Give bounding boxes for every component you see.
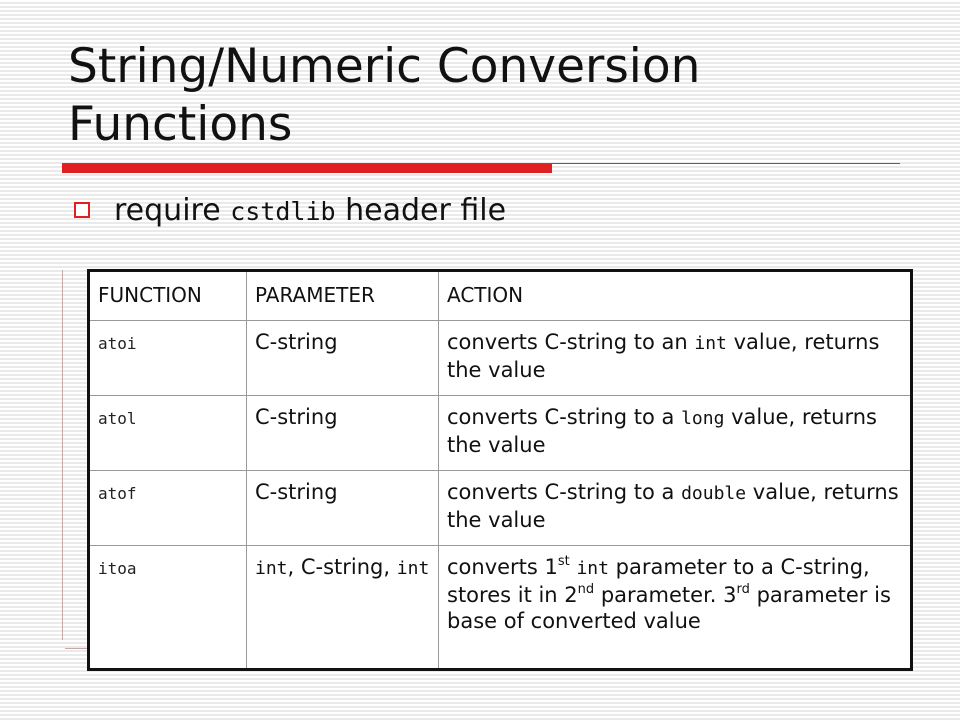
bullet-prefix: require bbox=[114, 192, 221, 228]
bullet-code: cstdlib bbox=[230, 196, 336, 226]
function-name: itoa bbox=[98, 559, 137, 578]
parameter-text: , C-string, bbox=[287, 555, 391, 579]
action-text: converts C-string to an bbox=[447, 330, 688, 354]
header-function: FUNCTION bbox=[89, 271, 247, 321]
parameter-text: C-string bbox=[255, 330, 338, 354]
ordinal-suffix: st bbox=[557, 554, 570, 569]
action-text: converts C-string to a bbox=[447, 480, 675, 504]
table-row bbox=[89, 546, 912, 670]
action-text: converts C-string to a bbox=[447, 405, 675, 429]
action-code: double bbox=[681, 483, 747, 504]
bullet-suffix: header file bbox=[345, 192, 507, 228]
action-code: long bbox=[681, 408, 725, 429]
square-bullet-icon bbox=[74, 202, 90, 218]
action-code: int bbox=[694, 333, 727, 354]
function-name: atol bbox=[98, 409, 137, 428]
slide-title: String/Numeric Conversion Functions bbox=[68, 39, 701, 152]
table-row bbox=[89, 396, 912, 471]
action-cell bbox=[439, 396, 912, 471]
table-header-row bbox=[89, 271, 912, 321]
parameter-text: C-string bbox=[255, 405, 338, 429]
action-text: parameter. 3 bbox=[600, 583, 737, 607]
action-text: value, returns the value bbox=[447, 330, 880, 382]
function-name: atof bbox=[98, 484, 137, 503]
action-cell bbox=[439, 546, 912, 670]
table-row bbox=[89, 471, 912, 546]
conversion-functions-table bbox=[87, 269, 913, 671]
parameter-code: int bbox=[396, 558, 430, 579]
bullet-item bbox=[74, 188, 506, 232]
title-divider-thick bbox=[62, 164, 552, 173]
ordinal-suffix: rd bbox=[736, 582, 750, 597]
action-text: parameter is base of converted value bbox=[447, 583, 891, 633]
function-name: atoi bbox=[98, 334, 137, 353]
table-row bbox=[89, 321, 912, 396]
header-action: ACTION bbox=[439, 271, 912, 321]
action-text: value, returns the value bbox=[447, 480, 899, 532]
action-cell bbox=[439, 321, 912, 396]
action-text: value, returns the value bbox=[447, 405, 877, 457]
ordinal-suffix: nd bbox=[577, 582, 595, 597]
header-parameter: PARAMETER bbox=[247, 271, 439, 321]
action-text: converts 1 bbox=[447, 555, 558, 579]
action-text: parameter to a C-string, stores it in 2 bbox=[447, 555, 870, 607]
parameter-cell bbox=[247, 546, 439, 670]
parameter-text: C-string bbox=[255, 480, 338, 504]
action-cell bbox=[439, 471, 912, 546]
action-code: int bbox=[576, 558, 609, 579]
parameter-code: int bbox=[255, 558, 288, 579]
bullet-text bbox=[114, 193, 506, 228]
decorative-vertical-line bbox=[62, 270, 63, 640]
